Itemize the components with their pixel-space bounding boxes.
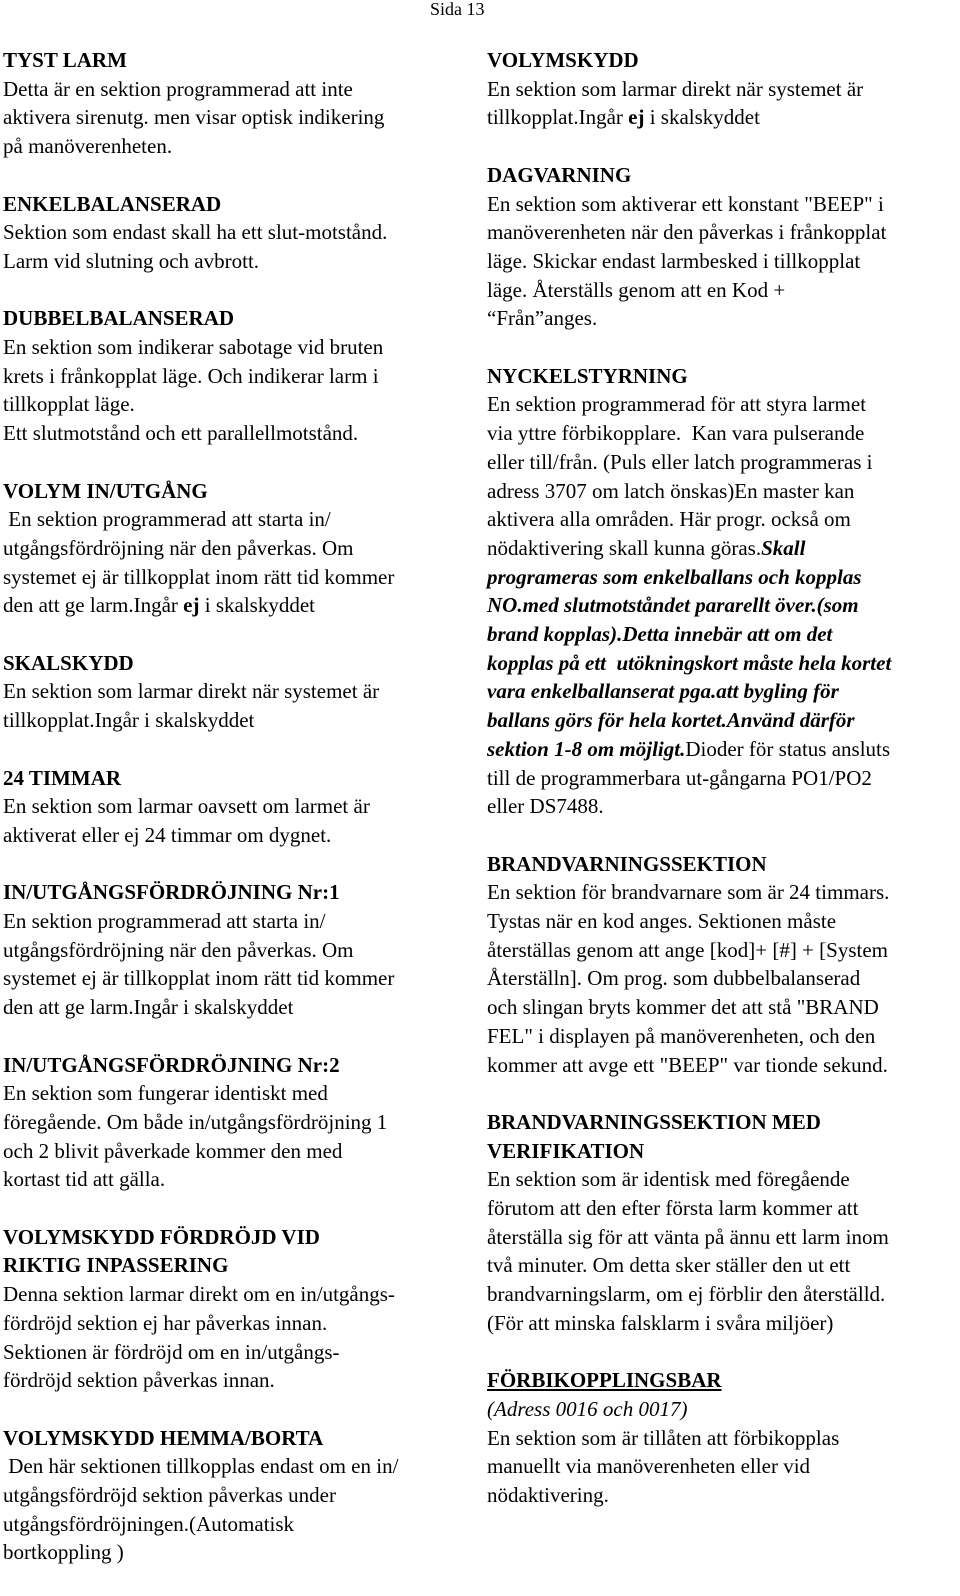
text-run: En sektion programmerad för att styra larmet via yttre förbikopplare. Kan vara pulserande eller till/från. (Puls eller latch programmeras i adress 3707 om latch önskas)En master kan aktivera alla områden. Här progr. också om nödaktivering skall kunna göras. [487, 392, 873, 560]
section-enkelbalanserad [3, 190, 471, 276]
text-run: En sektion som indikerar sabotage vid bruten krets i frånkopplat läge. Och indikerar larm i tillkopplat läge. Ett slutmotstånd och ett parallellmotstånd. [3, 335, 384, 446]
section-body [3, 333, 471, 448]
text-run: ej [183, 593, 200, 618]
text-run: En sektion som larmar direkt när systemet är tillkopplat.Ingår [487, 76, 864, 130]
section-forbikopplingsbar [487, 1366, 957, 1510]
section-tyst-larm [3, 46, 471, 161]
text-run: En sektion programmerad att starta in/ utgångsfördröjning när den påverkas. Om systemet ej är tillkopplat inom rätt tid kommer den att ge larm.Ingår i skalskyddet [3, 909, 395, 1020]
text-run: Den här sektionen tillkopplas endast om en in/ utgångsfördröjd sektion påverkas under utgångsfördröjningen.(Automatisk bortkoppling ) [3, 1454, 399, 1565]
section-body [3, 218, 471, 275]
page-number: Sida 13 [430, 0, 485, 19]
section-body [3, 1079, 471, 1194]
right-column [487, 46, 957, 1538]
section-body [3, 75, 471, 161]
section-heading: VOLYMSKYDD HEMMA/BORTA [3, 1425, 324, 1450]
section-heading: ENKELBALANSERAD [3, 191, 222, 216]
section-body [3, 1280, 471, 1395]
text-run: i skalskyddet [199, 593, 315, 618]
text-run: En sektion som larmar oavsett om larmet är aktiverat eller ej 24 timmar om dygnet. [3, 794, 370, 847]
section-volymskydd-hemma-borta [3, 1424, 471, 1568]
text-run: En sektion som är identisk med föregående förutom att den efter första larm kommer att återställa sig för att vänta på ännu ett larm inom två minuter. Om detta sker ställer den ut ett brandvarningslarm, om ej förblir den återställd. (För att minska falsklarm i svåra miljöer) [487, 1167, 889, 1335]
section-heading: FÖRBIKOPPLINGSBAR [487, 1368, 722, 1393]
text-run: En sektion som fungerar identiskt med föregående. Om både in/utgångsfördröjning 1 och 2 blivit påverkade kommer den med kortast tid att gälla. [3, 1081, 388, 1192]
section-nyckelstyrning [487, 362, 957, 821]
section-heading: DUBBELBALANSERAD [3, 306, 235, 331]
section-volymskydd [487, 46, 957, 132]
text-run: Detta är en sektion programmerad att inte aktivera sirenutg. men visar optisk indikering på manöverenheten. [3, 76, 385, 159]
section-body [487, 190, 957, 334]
text-run: ej [628, 105, 645, 130]
section-heading: IN/UTGÅNGSFÖRDRÖJNING Nr:1 [3, 880, 340, 905]
section-brandvarningssektion-med-verifikation [487, 1108, 957, 1338]
text-run: Skall programeras som enkelballans och kopplas NO.med slutmotståndet pararellt över.(som brand kopplas).Detta innebär att om det kopplas på ett utökningskort måste hela kortet vara enkelballanserat pga.att bygling för ballans görs för hela kortet.Använd därför sektion 1-8 om möjligt. [487, 535, 892, 761]
text-run: Dioder för status ansluts till de programmerbara ut-gångarna PO1/PO2 eller DS7488. [487, 736, 891, 819]
section-heading: 24 TIMMAR [3, 765, 122, 790]
section-body [487, 1395, 957, 1510]
section-dagvarning [487, 161, 957, 333]
section-brandvarningssektion [487, 850, 957, 1080]
section-heading: BRANDVARNINGSSEKTION [487, 851, 767, 876]
section-volymskydd-fordrojd-vid-riktig-inpassering [3, 1223, 471, 1395]
section-body [3, 907, 471, 1022]
section-body [487, 1165, 957, 1337]
section-heading: BRANDVARNINGSSEKTION MED VERIFIKATION [487, 1109, 821, 1163]
section-body [3, 1452, 471, 1567]
section-in-utgangsfordrojning-nr-1 [3, 878, 471, 1022]
section-body [487, 390, 957, 821]
section-heading: VOLYMSKYDD [487, 48, 639, 72]
section-dubbelbalanserad [3, 304, 471, 448]
text-run: i skalskyddet [644, 105, 760, 130]
section-body [3, 505, 471, 620]
section-skalskydd [3, 649, 471, 735]
section-heading: TYST LARM [3, 48, 127, 72]
text-run: En sektion som aktiverar ett konstant "BEEP" i manöverenheten när den påverkas i frånkopplat läge. Skickar endast larmbesked i tillkopplat läge. Återställs genom att en Kod + “Från”anges. [487, 191, 887, 331]
section-heading: VOLYM IN/UTGÅNG [3, 478, 208, 503]
section-body [3, 677, 471, 734]
text-run: (Adress 0016 och 0017) [487, 1396, 688, 1421]
left-column [3, 46, 471, 1596]
section-in-utgangsfordrojning-nr-2 [3, 1051, 471, 1195]
section-heading: SKALSKYDD [3, 650, 134, 675]
section-heading: NYCKELSTYRNING [487, 363, 688, 388]
text-run: En sektion för brandvarnare som är 24 timmars. Tystas när en kod anges. Sektionen måste återställas genom att ange [kod]+ [#] + [System Återställn]. Om prog. som dubbelbalanserad och slingan bryts kommer det att stå "BRAND FEL" i displayen på manöverenheten, och den kommer att avge ett "BEEP" var tionde sekund. [487, 880, 890, 1077]
text-run: En sektion som larmar direkt när systemet är tillkopplat.Ingår i skalskyddet [3, 679, 380, 733]
section-heading: VOLYMSKYDD FÖRDRÖJD VID RIKTIG INPASSERING [3, 1224, 320, 1278]
section-body [3, 792, 471, 849]
section-body [487, 75, 957, 132]
section-heading: IN/UTGÅNGSFÖRDRÖJNING Nr:2 [3, 1052, 340, 1077]
text-run: Denna sektion larmar direkt om en in/utgångs- fördröjd sektion ej har påverkas innan. Sektionen är fördröjd om en in/utgångs- fördröjd sektion påverkas innan. [3, 1282, 395, 1393]
section-volym-in-utgang [3, 477, 471, 621]
section-24-timmar [3, 764, 471, 850]
section-heading: DAGVARNING [487, 162, 632, 187]
text-run: En sektion som är tillåten att förbikopplas manuellt via manöverenheten eller vid nödaktivering. [487, 1425, 840, 1508]
text-run: En sektion programmerad att starta in/ utgångsfördröjning när den påverkas. Om systemet ej är tillkopplat inom rätt tid kommer den att ge larm.Ingår [3, 507, 395, 618]
text-run: Sektion som endast skall ha ett slut-motstånd. Larm vid slutning och avbrott. [3, 220, 388, 273]
section-body [487, 878, 957, 1079]
